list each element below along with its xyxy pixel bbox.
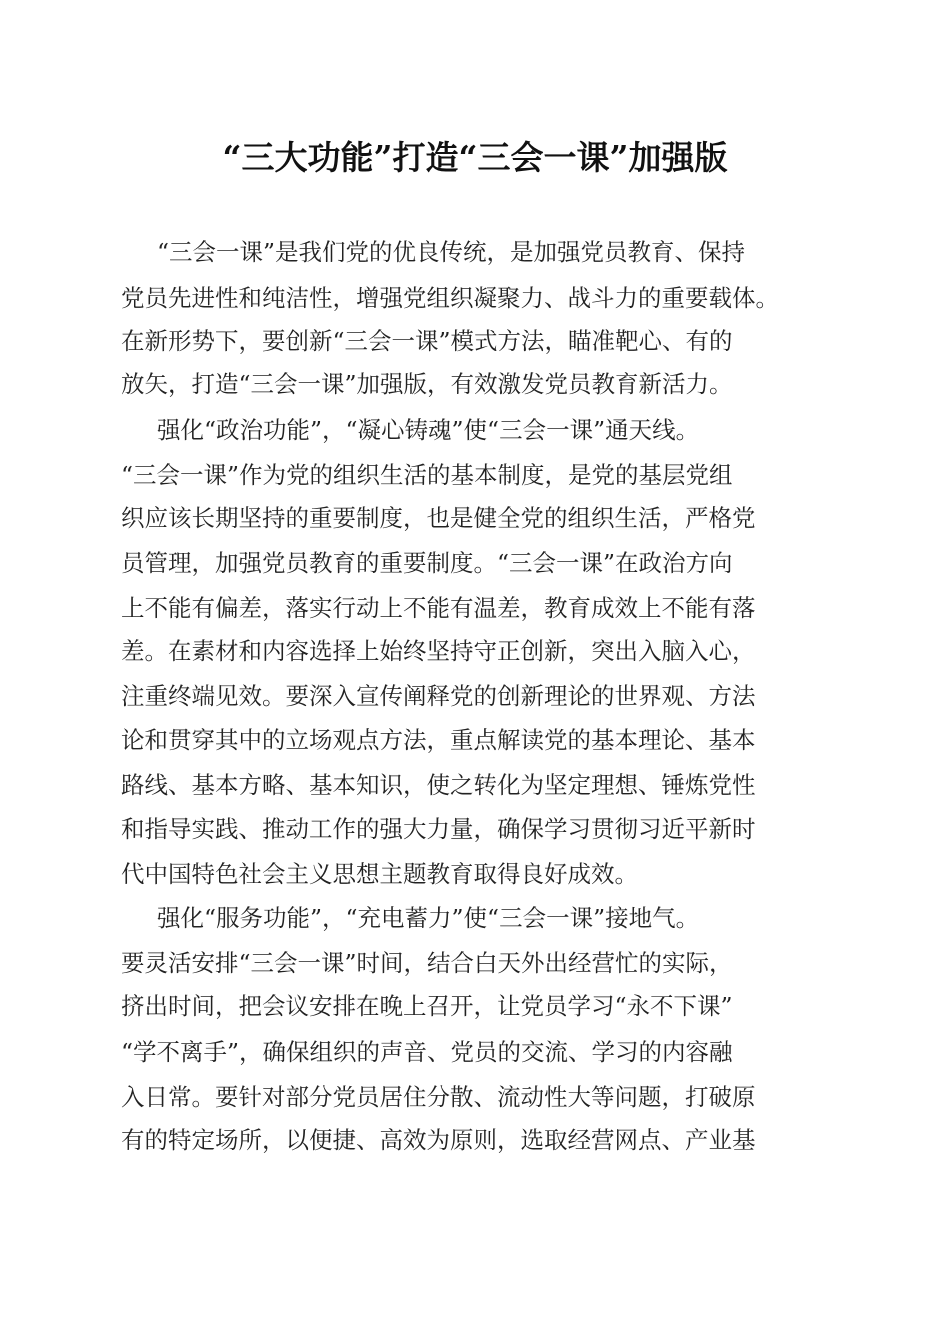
- document-title: “三大功能”打造“三会一课”加强版: [222, 138, 728, 177]
- paragraph-line: “三会一课”是我们党的优良传统，是加强党员教育、保持: [157, 238, 746, 266]
- paragraph-line: 差。在素材和内容选择上始终坚持守正创新，突出入脑入心，: [121, 637, 756, 665]
- paragraph-line: 入日常。要针对部分党员居住分散、流动性大等问题，打破原: [121, 1083, 756, 1111]
- paragraph-line: 注重终端见效。要深入宣传阐释党的创新理论的世界观、方法: [121, 682, 756, 710]
- paragraph-line: 有的特定场所，以便捷、高效为原则，选取经营网点、产业基: [121, 1126, 756, 1154]
- paragraph-line: 员管理，加强党员教育的重要制度。“三会一课”在政治方向: [121, 549, 733, 577]
- paragraph-line: 代中国特色社会主义思想主题教育取得良好成效。: [121, 860, 638, 888]
- paragraph-line: 论和贯穿其中的立场观点方法，重点解读党的基本理论、基本: [121, 726, 756, 754]
- paragraph-line: 挤出时间，把会议安排在晚上召开，让党员学习“永不下课”: [121, 992, 733, 1020]
- paragraph-line: 上不能有偏差，落实行动上不能有温差，教育成效上不能有落: [121, 594, 756, 622]
- paragraph-line: “学不离手”，确保组织的声音、党员的交流、学习的内容融: [121, 1038, 733, 1066]
- paragraph-line: 党员先进性和纯洁性，增强党组织凝聚力、战斗力的重要载体。: [121, 284, 779, 312]
- paragraph-line: 路线、基本方略、基本知识，使之转化为坚定理想、锤炼党性: [121, 771, 756, 799]
- paragraph-line: “三会一课”作为党的组织生活的基本制度，是党的基层党组: [121, 461, 733, 489]
- paragraph-line: 织应该长期坚持的重要制度，也是健全党的组织生活，严格党: [121, 504, 756, 532]
- paragraph-line: 在新形势下，要创新“三会一课”模式方法，瞄准靶心、有的: [121, 327, 733, 355]
- paragraph-line: 要灵活安排“三会一课”时间，结合白天外出经营忙的实际，: [121, 949, 733, 977]
- paragraph-line: 强化“服务功能”，“充电蓄力”使“三会一课”接地气。: [157, 904, 700, 932]
- paragraph-line: 强化“政治功能”，“凝心铸魂”使“三会一课”通天线。: [157, 416, 700, 444]
- paragraph-line: 放矢，打造“三会一课”加强版，有效激发党员教育新活力。: [121, 370, 733, 398]
- paragraph-line: 和指导实践、推动工作的强大力量，确保学习贯彻习近平新时: [121, 815, 756, 843]
